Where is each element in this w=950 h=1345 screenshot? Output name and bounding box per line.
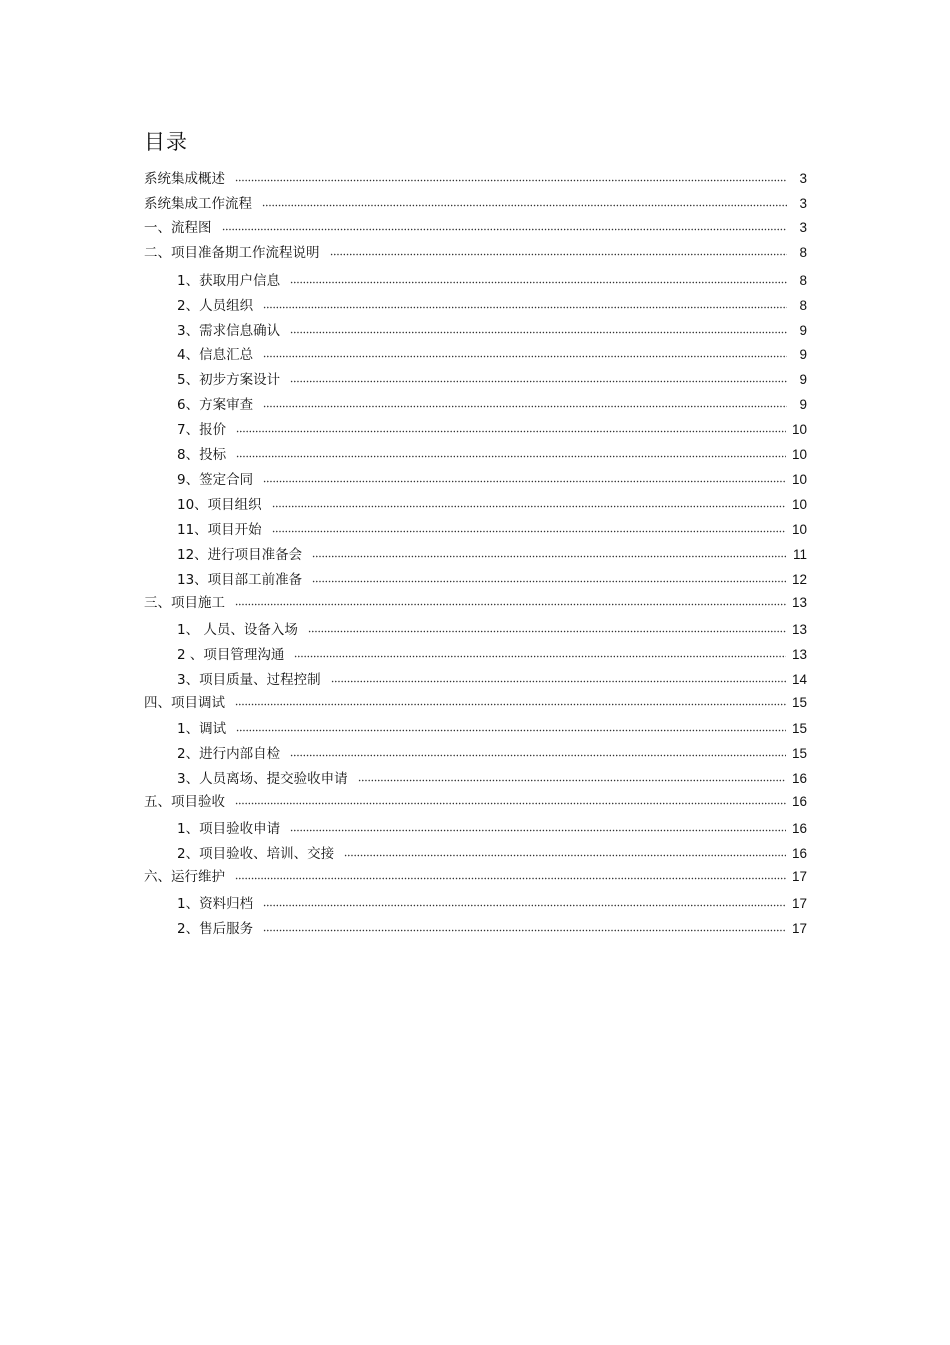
toc-entry[interactable]	[177, 519, 807, 541]
toc-entry-page-number: 17	[791, 869, 807, 884]
toc-entry-label: 系统集成工作流程	[144, 196, 252, 212]
toc-entry-label: 7、报价	[177, 422, 227, 438]
toc-entry-label: 五、项目验收	[144, 794, 225, 810]
toc-entry-page-number: 9	[799, 397, 807, 412]
toc-entry-page-number: 15	[791, 746, 807, 761]
toc-dot-leader	[263, 478, 786, 484]
toc-entry[interactable]	[144, 692, 807, 714]
toc-dot-leader	[263, 304, 787, 310]
toc-entry-page-number: 8	[799, 273, 807, 288]
toc-entry-label: 3、项目质量、过程控制	[177, 672, 321, 688]
toc-entry[interactable]	[177, 843, 807, 865]
toc-entry-label: 1、 人员、设备入场	[177, 622, 298, 638]
toc-entry[interactable]	[144, 168, 807, 190]
toc-entry-page-number: 16	[791, 821, 807, 836]
toc-dot-leader	[263, 403, 787, 409]
toc-entry-label: 1、资料归档	[177, 896, 254, 912]
toc-entry-page-number: 17	[791, 896, 807, 911]
toc-entry-page-number: 10	[791, 422, 807, 437]
toc-entry-label: 9、签定合同	[177, 472, 254, 488]
toc-dot-leader	[312, 553, 787, 559]
toc-entry-label: 8、投标	[177, 447, 227, 463]
toc-dot-leader	[263, 902, 786, 908]
toc-dot-leader	[312, 578, 786, 584]
toc-dot-leader	[235, 177, 787, 183]
toc-entry-page-number: 10	[791, 472, 807, 487]
toc-entry-page-number: 3	[799, 171, 807, 186]
toc-entry-page-number: 8	[799, 298, 807, 313]
toc-entry-page-number: 9	[799, 347, 807, 362]
toc-dot-leader	[235, 701, 786, 707]
toc-entry[interactable]	[144, 592, 807, 614]
toc-entry-label: 系统集成概述	[144, 171, 225, 187]
toc-entry-page-number: 8	[799, 245, 807, 260]
toc-entry-page-number: 17	[791, 921, 807, 936]
toc-dot-leader	[262, 202, 787, 208]
toc-dot-leader	[235, 601, 786, 607]
toc-entry-page-number: 16	[791, 771, 807, 786]
toc-entry[interactable]	[144, 791, 807, 813]
toc-dot-leader	[330, 251, 788, 257]
toc-entry-page-number: 3	[799, 220, 807, 235]
toc-entry-label: 6、方案审查	[177, 397, 254, 413]
toc-dot-leader	[235, 800, 786, 806]
toc-entry-label: 1、调试	[177, 721, 227, 737]
toc-dot-leader	[263, 353, 787, 359]
toc-entry[interactable]	[177, 619, 807, 641]
toc-entry[interactable]	[177, 918, 807, 940]
toc-entry-label: 1、项目验收申请	[177, 821, 281, 837]
toc-entry-label: 2、人员组织	[177, 298, 254, 314]
toc-entry[interactable]	[177, 893, 807, 915]
toc-entry-label: 2、售后服务	[177, 921, 254, 937]
toc-dot-leader	[236, 428, 786, 434]
toc-entry[interactable]	[177, 569, 807, 591]
toc-entry-label: 10、项目组织	[177, 497, 262, 513]
toc-entry-page-number: 3	[799, 196, 807, 211]
toc-dot-leader	[344, 852, 786, 858]
toc-dot-leader	[222, 226, 788, 232]
toc-dot-leader	[290, 329, 787, 335]
toc-entry[interactable]	[177, 344, 807, 366]
toc-dot-leader	[290, 378, 787, 384]
toc-entry-page-number: 13	[791, 622, 807, 637]
toc-dot-leader	[308, 628, 786, 634]
toc-entry[interactable]	[177, 669, 807, 691]
toc-entry[interactable]	[177, 444, 807, 466]
toc-dot-leader	[290, 827, 786, 833]
toc-entry[interactable]	[177, 644, 807, 666]
toc-dot-leader	[294, 653, 786, 659]
toc-entry[interactable]	[177, 768, 807, 790]
toc-entry[interactable]	[144, 193, 807, 215]
toc-entry[interactable]	[144, 242, 807, 264]
toc-entry-label: 1、获取用户信息	[177, 273, 281, 289]
toc-entry[interactable]	[177, 270, 807, 292]
toc-entry[interactable]	[177, 369, 807, 391]
toc-entry-label: 13、项目部工前准备	[177, 572, 303, 588]
toc-entry-page-number: 15	[791, 695, 807, 710]
toc-entry-page-number: 13	[791, 647, 807, 662]
toc-entry-label: 2、项目验收、培训、交接	[177, 846, 335, 862]
toc-dot-leader	[331, 678, 786, 684]
toc-entry[interactable]	[177, 818, 807, 840]
toc-entry[interactable]	[177, 394, 807, 416]
toc-dot-leader	[272, 528, 786, 534]
toc-entry[interactable]	[177, 469, 807, 491]
toc-entry-label: 11、项目开始	[177, 522, 262, 538]
toc-entry-page-number: 9	[799, 323, 807, 338]
toc-entry-label: 12、进行项目准备会	[177, 547, 303, 563]
toc-entry-label: 二、项目准备期工作流程说明	[144, 245, 320, 261]
toc-entry-label: 四、项目调试	[144, 695, 225, 711]
toc-entry[interactable]	[144, 866, 807, 888]
toc-entry-page-number: 10	[791, 447, 807, 462]
toc-entry-page-number: 12	[791, 572, 807, 587]
toc-entry[interactable]	[144, 217, 807, 239]
toc-entry-label: 5、初步方案设计	[177, 372, 281, 388]
toc-entry-page-number: 10	[791, 497, 807, 512]
toc-entry-label: 2 、项目管理沟通	[177, 647, 285, 663]
toc-dot-leader	[290, 752, 786, 758]
toc-dot-leader	[358, 777, 786, 783]
toc-entry-label: 六、运行维护	[144, 869, 225, 885]
toc-entry-page-number: 13	[791, 595, 807, 610]
toc-entry-page-number: 9	[799, 372, 807, 387]
toc-dot-leader	[263, 927, 786, 933]
toc-entry[interactable]	[177, 494, 807, 516]
toc-title: 目录	[144, 130, 188, 154]
toc-dot-leader	[236, 727, 786, 733]
toc-entry[interactable]	[177, 295, 807, 317]
toc-dot-leader	[272, 503, 786, 509]
toc-dot-leader	[290, 279, 787, 285]
toc-entry-label: 2、进行内部自检	[177, 746, 281, 762]
toc-entry-page-number: 10	[791, 522, 807, 537]
toc-entry-label: 一、流程图	[144, 220, 212, 236]
toc-entry-page-number: 16	[791, 794, 807, 809]
toc-entry-page-number: 11	[792, 547, 807, 562]
toc-dot-leader	[235, 875, 786, 881]
toc-entry-label: 3、需求信息确认	[177, 323, 281, 339]
toc-entry-page-number: 16	[791, 846, 807, 861]
toc-entry[interactable]	[177, 718, 807, 740]
toc-entry-label: 三、项目施工	[144, 595, 225, 611]
toc-entry-label: 3、人员离场、提交验收申请	[177, 771, 348, 787]
toc-entry-page-number: 14	[791, 672, 807, 687]
toc-entry[interactable]	[177, 320, 807, 342]
toc-entry[interactable]	[177, 419, 807, 441]
toc-entry[interactable]	[177, 743, 807, 765]
toc-entry-page-number: 15	[791, 721, 807, 736]
toc-dot-leader	[236, 453, 786, 459]
toc-entry[interactable]	[177, 544, 807, 566]
toc-entry-label: 4、信息汇总	[177, 347, 254, 363]
